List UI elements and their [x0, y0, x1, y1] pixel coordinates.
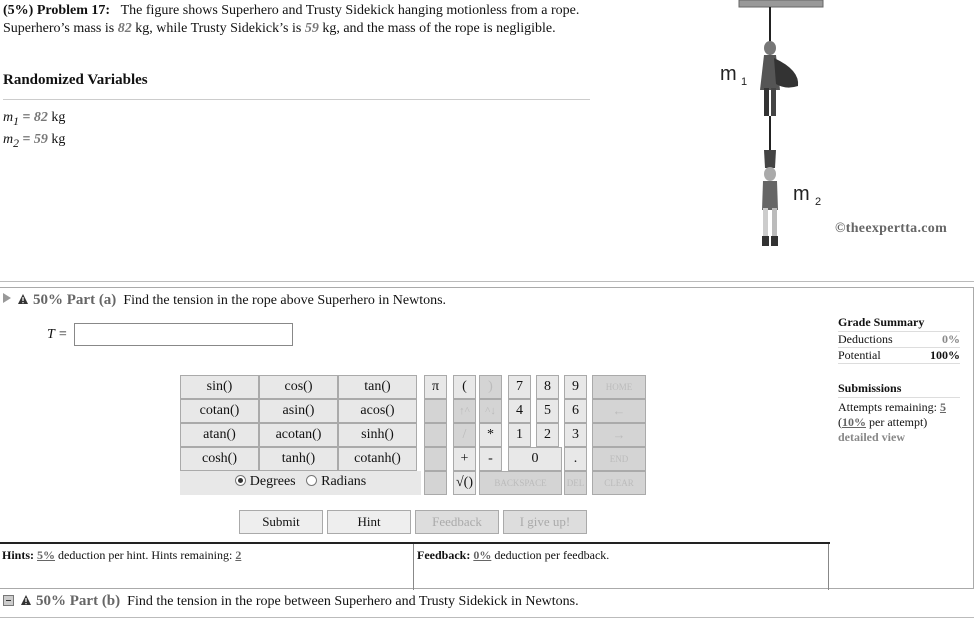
key-asin[interactable]: asin() — [259, 399, 338, 423]
key-minus[interactable]: - — [479, 447, 502, 471]
part-a-percent: 50% Part (a) — [33, 292, 117, 308]
key-5[interactable]: 5 — [536, 399, 559, 423]
key-clear[interactable]: CLEAR — [592, 471, 646, 495]
hints-info: Hints: 5% deduction per hint. Hints remaining: 2 — [2, 548, 242, 562]
answer-label: T = — [47, 327, 68, 342]
label-m2-sub: 2 — [815, 196, 822, 208]
key-pi[interactable]: π — [424, 375, 447, 399]
submit-button[interactable]: Submit — [239, 510, 323, 534]
key-divide[interactable]: / — [453, 423, 476, 447]
key-close-paren[interactable]: ) — [479, 375, 502, 399]
key-plus[interactable]: + — [453, 447, 476, 471]
problem-header: (5%) Problem 17: — [3, 3, 111, 18]
key-sinh[interactable]: sinh() — [338, 423, 417, 447]
radians-radio[interactable] — [306, 475, 317, 486]
key-sin[interactable]: sin() — [180, 375, 259, 399]
key-right-arrow[interactable]: → — [592, 423, 646, 447]
key-2[interactable]: 2 — [536, 423, 559, 447]
part-b-header[interactable] — [3, 593, 579, 610]
degrees-label: Degrees — [249, 474, 296, 489]
key-backspace[interactable]: BACKSPACE — [479, 471, 562, 495]
angle-mode-group — [180, 471, 421, 495]
key-blank-3 — [424, 447, 447, 471]
key-6[interactable]: 6 — [564, 399, 587, 423]
key-0[interactable]: 0 — [508, 447, 562, 471]
key-atan[interactable]: atan() — [180, 423, 259, 447]
key-4[interactable]: 4 — [508, 399, 531, 423]
divider — [3, 99, 590, 100]
key-blank-1 — [424, 399, 447, 423]
divider — [0, 617, 974, 618]
key-blank-2 — [424, 423, 447, 447]
divider — [413, 544, 414, 590]
key-del[interactable]: DEL — [564, 471, 587, 495]
feedback-info: Feedback: 0% deduction per feedback. — [417, 548, 610, 562]
m2-inline-value: 59 — [304, 21, 319, 36]
key-open-paren[interactable]: ( — [453, 375, 476, 399]
label-m1-sub: 1 — [741, 76, 748, 88]
attempts-value: 5 — [939, 400, 946, 414]
key-sqrt[interactable]: √() — [453, 471, 476, 495]
key-1[interactable]: 1 — [508, 423, 531, 447]
key-8[interactable]: 8 — [536, 375, 559, 399]
give-up-button[interactable]: I give up! — [503, 510, 587, 534]
m1-inline-value: 82 — [117, 21, 132, 36]
var-m2: $m_2 = 59$ kg — [3, 132, 66, 150]
key-end[interactable]: END — [592, 447, 646, 471]
potential-label: Potential — [838, 348, 881, 362]
grade-summary: Grade Summary Deductions 0% Potential 100% — [838, 315, 960, 362]
per-attempt-pct: 10% — [842, 415, 866, 429]
key-acotan[interactable]: acotan() — [259, 423, 338, 447]
key-7[interactable]: 7 — [508, 375, 531, 399]
key-tanh[interactable]: tanh() — [259, 447, 338, 471]
deductions-label: Deductions — [838, 332, 893, 346]
part-b-question: Find the tension in the rope between Superhero and Trusty Sidekick in Newtons. — [127, 594, 579, 609]
key-down-arrow[interactable]: ^↓ — [479, 399, 502, 423]
problem-text-3: kg, and the mass of the rope is negligible. — [318, 21, 556, 36]
part-b-percent: 50% Part (b) — [36, 593, 121, 609]
warning-icon — [20, 594, 32, 606]
hints-feedback-bar — [0, 542, 830, 589]
hint-button[interactable]: Hint — [327, 510, 411, 534]
var-m1: $m_1 = 82$ kg — [3, 110, 66, 128]
key-acos[interactable]: acos() — [338, 399, 417, 423]
detailed-view-link[interactable]: detailed view — [838, 430, 905, 444]
key-blank-4 — [424, 471, 447, 495]
problem-statement — [3, 2, 593, 38]
key-cos[interactable]: cos() — [259, 375, 338, 399]
potential-value: 100% — [930, 348, 960, 362]
divider — [828, 544, 829, 590]
key-9[interactable]: 9 — [564, 375, 587, 399]
deductions-value: 0% — [942, 332, 960, 346]
key-multiply[interactable]: * — [479, 423, 502, 447]
attempts-label: Attempts remaining: — [838, 400, 937, 414]
key-cotan[interactable]: cotan() — [180, 399, 259, 423]
copyright-text: ©theexpertta.com — [835, 221, 948, 236]
randomized-variables-title: Randomized Variables — [3, 72, 148, 88]
answer-input[interactable] — [74, 323, 293, 346]
radians-label: Radians — [321, 474, 367, 489]
key-3[interactable]: 3 — [564, 423, 587, 447]
collapse-icon[interactable] — [3, 595, 14, 606]
key-decimal[interactable]: . — [564, 447, 587, 471]
problem-text-1: The figure shows Superhero and Trusty Sidekick hanging motionless from a rope. Superhero’s mass is — [3, 3, 580, 36]
label-m1: m — [720, 63, 737, 85]
part-a-question: Find the tension in the rope above Superhero in Newtons. — [123, 293, 447, 308]
submissions-panel: Submissions Attempts remaining: 5 (10% per attempt) detailed view — [838, 381, 960, 445]
key-home[interactable]: HOME — [592, 375, 646, 399]
degrees-radio[interactable] — [235, 475, 246, 486]
expand-triangle-icon[interactable] — [3, 293, 11, 303]
key-cosh[interactable]: cosh() — [180, 447, 259, 471]
part-a-header[interactable] — [3, 292, 446, 309]
key-tan[interactable]: tan() — [338, 375, 417, 399]
key-up-arrow[interactable]: ↑^ — [453, 399, 476, 423]
key-left-arrow[interactable]: ← — [592, 399, 646, 423]
feedback-button[interactable]: Feedback — [415, 510, 499, 534]
problem-text-2: kg, while Trusty Sidekick’s is — [131, 21, 305, 36]
label-m2: m — [793, 183, 810, 205]
warning-icon — [17, 293, 29, 305]
key-cotanh[interactable]: cotanh() — [338, 447, 417, 471]
section-divider — [0, 281, 974, 282]
